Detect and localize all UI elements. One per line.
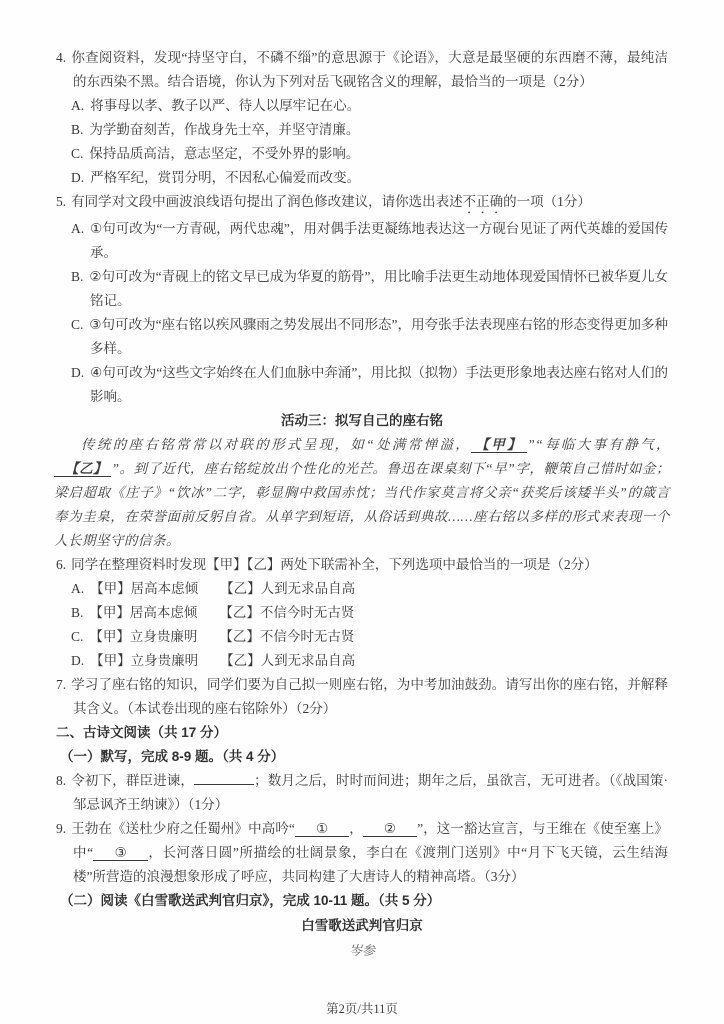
- option-jia: 【甲】居高本虑倾: [90, 581, 199, 596]
- option-jia: 【甲】立身贵廉明: [90, 653, 199, 668]
- question-8-pre: 令初下，群臣进谏，: [71, 773, 195, 788]
- question-5-stem: [56, 190, 668, 217]
- question-6-stem-text: 同学在整理资料时发现【甲】【乙】两处下联需补全，下列选项中最恰当的一项是（2分）: [71, 557, 598, 572]
- part2-sub1-heading: （一）默写，完成 8-9 题。（共 4 分）: [60, 749, 285, 764]
- option-text: 将事母以孝、教子以严、待人以厚牢记在心。: [90, 98, 361, 113]
- part2-heading: 二、古诗文阅读（共 17 分）: [56, 725, 228, 740]
- question-6: [56, 553, 668, 673]
- option-label: A.: [71, 98, 85, 113]
- option-label: B.: [71, 269, 84, 284]
- question-4-option-b: [71, 118, 668, 142]
- option-text: ③句可改为“座右铭以疾风骤雨之势发展出不同形态”，用夸张手法表现座右铭的形态变得更加多种多样。: [89, 317, 668, 356]
- question-4-stem: [56, 46, 668, 94]
- question-5: [56, 190, 668, 409]
- question-5-stem-pre: 有同学对文段中画波浪线语句提出了润色修改建议，请你选出表述: [71, 194, 463, 209]
- option-text: ①句可改为“一方青砚，两代忠魂”，用对偶手法更凝练地表达这一方砚台见证了两代英雄的爱国传承。: [90, 221, 668, 260]
- question-5-option-c: [71, 313, 668, 361]
- option-yi: 【乙】不信今时无古贤: [219, 605, 355, 620]
- activity3-paragraph: [54, 433, 670, 553]
- question-5-number: 5.: [56, 194, 67, 209]
- option-label: B.: [71, 605, 84, 620]
- question-6-option-b: [71, 601, 668, 625]
- question-6-option-a: [71, 577, 668, 601]
- part2-sub2-heading: （二）阅读《白雪歌送武判官归京》，完成 10-11 题。（共 5 分）: [60, 893, 441, 908]
- option-yi: 【乙】不信今时无古贤: [219, 629, 355, 644]
- question-5-option-b: [71, 265, 668, 313]
- question-6-stem: [56, 553, 668, 577]
- paragraph-segment-2: ”“每临大事有静气，: [527, 437, 670, 452]
- question-8-post: ；数月之后，时时而间进；期年之后，虽欲言，无可进者。（《战国策·邹忌讽齐王纳谏》）（1分）: [73, 773, 668, 812]
- option-text: ②句可改为“青砚上的铭文早已成为华夏的筋骨”，用比喻手法更生动地体现爱国情怀已被华夏儿女铭记。: [89, 269, 668, 308]
- question-9-part-2: ”，这一豁达宣言，与王维在《使至塞上》中“: [73, 821, 669, 860]
- option-yi: 【乙】人到无求品自高: [220, 653, 356, 668]
- question-4-option-a: [71, 94, 668, 118]
- question-9-blank-1: [295, 821, 349, 837]
- question-9-blank-2: [363, 821, 417, 837]
- paragraph-segment-3: ”。到了近代，座右铭绽放出个性化的光芒。鲁迅在课桌刻下“早”字，鞭策自己惜时如金；梁启超取《庄子》“饮冰”二字，彰显胸中救国赤忱；当代作家莫言将父亲“获奖后该矮半头”的箴言奉为圭臬，在荣誉面前反躬自省。从单字到短语，从俗话到典故……座右铭以多样的形式来表现一个人长期坚守的信条。: [54, 461, 671, 548]
- question-9-number: 9.: [56, 821, 67, 836]
- circled-3: ③: [114, 845, 128, 860]
- question-6-number: 6.: [56, 557, 67, 572]
- question-7: [56, 673, 668, 721]
- question-4-option-c: [71, 142, 668, 166]
- question-7-number: 7.: [56, 677, 67, 692]
- option-label: A.: [71, 581, 85, 596]
- question-5-stem-post: 的一项（1分）: [503, 194, 591, 209]
- poem-author: 岑参: [348, 943, 375, 958]
- page-number-footer: 第2页/共11页: [326, 1002, 398, 1016]
- question-9-part-3: ，长河落日圆”所描绘的壮阔景象，李白在《渡荆门送别》中“月下飞天镜，云生结海楼”所营造的浪漫想象形成了呼应，共同构建了大唐诗人的精神高塔。（3分）: [73, 845, 668, 884]
- option-jia: 【甲】居高本虑倾: [89, 605, 198, 620]
- question-4-stem-text: 你查阅资料，发现“持坚守白，不磷不缁”的意思源于《论语》，大意是最坚硬的东西磨不薄，最纯洁的东西染不黑。结合语境，你认为下列对岳飞砚铭含义的理解，最恰当的一项是（2分）: [71, 50, 668, 89]
- question-5-option-a: [71, 217, 668, 265]
- question-5-stem-emphasized: 不正确: [462, 194, 504, 209]
- option-label: C.: [71, 629, 84, 644]
- blank-yi: 【乙】: [54, 461, 111, 477]
- option-label: D.: [71, 170, 85, 185]
- question-4-option-d: [71, 166, 668, 190]
- question-7-stem-text: 学习了座右铭的知识，同学们要为自己拟一则座右铭，为中考加油鼓劲。请写出你的座右铭，并解释其含义。（本试卷出现的座右铭除外）（2分）: [71, 677, 668, 716]
- question-9-blank-3: [93, 845, 148, 861]
- circled-2: ②: [383, 821, 397, 836]
- question-6-option-d: [71, 649, 668, 673]
- option-label: A.: [71, 221, 85, 236]
- option-label: B.: [71, 122, 84, 137]
- question-4-number: 4.: [56, 50, 67, 65]
- option-label: C.: [71, 146, 84, 161]
- option-label: D.: [71, 653, 85, 668]
- question-9: [56, 817, 668, 889]
- question-9-part-1: 王勃在《送杜少府之任蜀州》中高吟“: [71, 821, 295, 836]
- question-8: [56, 769, 668, 817]
- question-8-blank: [194, 770, 254, 785]
- blank-jia: 【甲】: [471, 437, 527, 453]
- option-text: 严格军纪，赏罚分明，不因私心偏爱而改变。: [90, 170, 361, 185]
- question-4: [56, 46, 668, 190]
- option-jia: 【甲】立身贵廉明: [89, 629, 198, 644]
- option-text: 为学勤奋刻苦，作战身先士卒，并坚守清廉。: [89, 122, 360, 137]
- option-text: 保持品质高洁，意志坚定，不受外界的影响。: [89, 146, 360, 161]
- option-label: C.: [71, 317, 84, 332]
- poem-title: 白雪歌送武判官归京: [301, 918, 423, 933]
- circled-1: ①: [315, 821, 329, 836]
- paragraph-segment-1: 传统的座右铭常常以对联的形式呈现，如“处满常惮溢，: [81, 437, 472, 452]
- option-label: D.: [71, 365, 85, 380]
- activity3-heading: 活动三：拟写自己的座右铭: [281, 413, 443, 428]
- question-5-option-d: [71, 361, 668, 409]
- question-8-number: 8.: [56, 773, 67, 788]
- option-yi: 【乙】人到无求品自高: [220, 581, 356, 596]
- option-text: ④句可改为“这些文字始终在人们血脉中奔涌”，用比拟（拟物）手法更形象地表达座右铭对人们的影响。: [90, 365, 668, 404]
- question-6-option-c: [71, 625, 668, 649]
- question-9-comma: ，: [349, 821, 363, 836]
